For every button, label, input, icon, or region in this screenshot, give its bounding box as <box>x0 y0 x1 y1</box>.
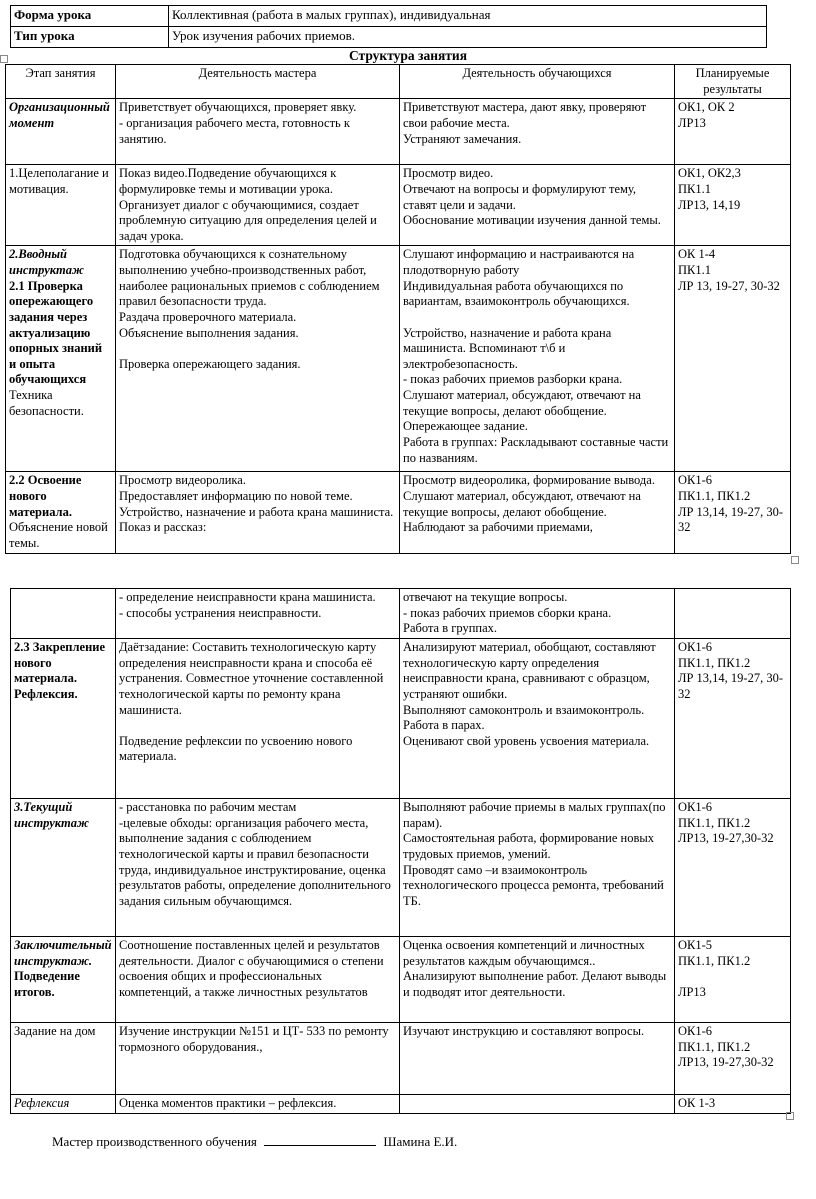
master-line: Просмотр видеоролика. <box>119 473 246 488</box>
master-line: -целевые обходы: организация рабочего места, выполнение задания с соблюдением технологической карты и правил безопасности труда, индивидуальное инструктирование, оценка результатов работы, определение дополнительного задания сильным обучающимся. <box>119 815 391 908</box>
signature-name: Шамина Е.И. <box>383 1134 458 1149</box>
results-line: ЛР13 <box>678 984 706 999</box>
master-line: Показ и рассказ: <box>119 520 207 535</box>
results-line: ОК1-6 <box>678 800 713 814</box>
stage-text: Объяснение новой темы. <box>9 520 108 550</box>
results-line: ЛР13, 14,19 <box>678 197 741 212</box>
form-value: Коллективная (работа в малых группах), индивидуальная <box>169 6 767 27</box>
results-line: ПК1.1, ПК1.2 <box>678 489 751 503</box>
table-row <box>11 639 791 799</box>
results-line <box>678 969 787 985</box>
results-cell <box>675 1095 791 1114</box>
master-line <box>119 718 396 734</box>
table-row <box>6 246 791 472</box>
results-line: ПК1.1, ПК1.2 <box>678 655 751 670</box>
students-line: Устройство, назначение и работа крана машиниста. Вспоминают т\б и электробезопасность. <box>403 325 612 371</box>
master-line: Предоставляет информацию по новой теме. <box>119 489 353 503</box>
students-line: Изучают инструкцию и составляют вопросы. <box>403 1024 645 1038</box>
results-line: ЛР 13,14, 19-27, 30-32 <box>678 671 784 701</box>
stage-cell <box>6 472 116 553</box>
students-line: Слушают материал, обсуждают, отвечают на текущие вопросы, делают обобщение. <box>403 388 641 418</box>
students-line: Приветствуют мастера, дают явку, проверяют свои рабочие места. <box>403 100 647 130</box>
stage-cell <box>11 799 116 937</box>
master-cell <box>116 165 400 246</box>
stage-cell <box>6 99 116 165</box>
master-line: Даётзадание: Составить технологическую карту определения неисправности крана и способа её устранения. Совместное уточнение составленной технологической карты по ремонту крана машиниста. <box>119 640 384 717</box>
master-line: Показ видео.Подведение обучающихся к формулировке темы и мотивации урока. Организует диалог с обучающимися, создает проблемную ситуацию для определения целей и задач урока. <box>119 166 377 243</box>
table-row <box>11 937 791 1023</box>
students-line: - показ рабочих приемов сборки крана. <box>403 605 612 620</box>
students-line: Работа в группах: Раскладывают составные части по названиям. <box>403 434 669 465</box>
results-line: ОК 1-3 <box>678 1096 716 1110</box>
students-line: Работа в группах. <box>403 621 498 636</box>
students-cell <box>400 99 675 165</box>
master-line: Приветствует обучающихся, проверяет явку. <box>119 100 357 115</box>
type-value: Урок изучения рабочих приемов. <box>169 27 767 48</box>
stage-text: Рефлексия <box>14 1096 70 1110</box>
stage-text: 2.3 Закрепление нового материала. Рефлексия. <box>14 640 106 701</box>
table-row <box>11 589 791 639</box>
students-line: Слушают информацию и настраиваются на плодотворную работу <box>403 247 635 277</box>
students-line: Индивидуальная работа обучающихся по вариантам, взаимоконтроль обучающихся. <box>403 278 630 309</box>
header-students: Деятельность обучающихся <box>400 65 675 99</box>
master-line: - расстановка по рабочим местам <box>119 800 297 814</box>
stage-text: Техника безопасности. <box>9 388 84 418</box>
results-line: ЛР13 <box>678 115 706 130</box>
results-line: ОК1-6 <box>678 1024 713 1038</box>
results-line: ОК1, ОК 2 <box>678 100 735 115</box>
students-line: Выполняют самоконтроль и взаимоконтроль. Работа в парах. <box>403 702 645 733</box>
students-line: Анализируют материал, обобщают, составляют технологическую карту определения неисправности крана, сравнивают с образцом, устраняют ошибки. <box>403 640 656 701</box>
stage-cell <box>6 246 116 472</box>
stage-text: 3.Текущий инструктаж <box>14 800 89 830</box>
students-line: Опережающее задание. <box>403 419 528 434</box>
results-cell <box>675 639 791 799</box>
master-cell <box>116 937 400 1023</box>
results-cell <box>675 99 791 165</box>
master-cell <box>116 639 400 799</box>
stage-cell <box>11 1023 116 1095</box>
results-line: ЛР 13,14, 19-27, 30-32 <box>678 504 784 535</box>
results-cell <box>675 937 791 1023</box>
header-master: Деятельность мастера <box>116 65 400 99</box>
table-row <box>6 165 791 246</box>
master-line: Соотношение поставленных целей и результатов деятельности. Диалог с обучающимися о степени освоения общих и профессиональных компетенций, а также личностных результатов <box>119 938 384 999</box>
results-line: ОК1-6 <box>678 640 713 654</box>
stage-text: Задание на дом <box>14 1024 96 1038</box>
results-cell <box>675 165 791 246</box>
results-cell <box>675 246 791 472</box>
master-line: Устройство, назначение и работа крана машиниста. <box>119 504 394 519</box>
students-line: Просмотр видеоролика, формирование вывода. Слушают материал, обсуждают, отвечают на текущие вопросы, делают обобщение. <box>403 473 655 519</box>
table-move-handle-icon[interactable] <box>0 55 8 63</box>
stage-cell <box>6 165 116 246</box>
results-cell <box>675 799 791 937</box>
results-line: ПК1.1, ПК1.2 <box>678 1039 751 1054</box>
students-cell <box>400 246 675 472</box>
table-row <box>11 1095 791 1114</box>
table-row <box>11 1023 791 1095</box>
master-line: Подготовка обучающихся к сознательному выполнению учебно-производственных работ, наиболее рациональных приемов с соблюдением правил безопасности труда. <box>119 247 380 309</box>
students-line: Оценивают свой уровень усвоения материала. <box>403 733 650 748</box>
results-line: ПК1.1, ПК1.2 <box>678 815 751 830</box>
results-cell <box>675 589 791 639</box>
students-line: Оценка освоения компетенций и личностных результатов каждым обучающимся.. <box>403 938 645 968</box>
master-cell <box>116 472 400 553</box>
master-line: Объяснение выполнения задания. <box>119 325 299 340</box>
table-resize-handle-icon[interactable] <box>786 1112 794 1120</box>
stage-cell <box>11 937 116 1023</box>
students-cell <box>400 1095 675 1114</box>
stage-cell <box>11 1095 116 1114</box>
table-row <box>6 99 791 165</box>
structure-table-part2 <box>10 588 791 1114</box>
master-line: Подведение рефлексии по усвоению нового материала. <box>119 733 353 764</box>
students-line: Самостоятельная работа, формирование новых трудовых приемов, умений. <box>403 831 655 861</box>
students-line: Просмотр видео. <box>403 166 494 181</box>
master-line: - определение неисправности крана машиниста. <box>119 590 376 604</box>
students-line: Устраняют замечания. <box>403 131 522 146</box>
results-line: ПК1.1 <box>678 181 711 196</box>
master-line: Изучение инструкции №151 и ЦТ- 533 по ремонту тормозного оборудования., <box>119 1024 389 1054</box>
table-row <box>11 799 791 937</box>
students-cell <box>400 639 675 799</box>
header-stage: Этап занятия <box>6 65 116 99</box>
results-line: ОК 1-4 <box>678 247 716 262</box>
students-cell <box>400 165 675 246</box>
master-cell <box>116 1095 400 1114</box>
stage-text: 1.Целеполагание и мотивация. <box>9 166 109 196</box>
signature-line <box>52 1133 457 1150</box>
students-cell <box>400 472 675 553</box>
master-cell <box>116 1023 400 1095</box>
master-line: Оценка моментов практики – рефлексия. <box>119 1096 337 1110</box>
stage-text: Подведение итогов. <box>14 969 80 999</box>
header-row <box>6 65 791 99</box>
master-cell <box>116 99 400 165</box>
stage-cell <box>11 639 116 799</box>
students-line <box>403 310 671 326</box>
form-label: Форма урока <box>11 6 169 27</box>
results-line: ПК1.1 <box>678 263 711 277</box>
lesson-info-table <box>10 5 767 48</box>
students-cell <box>400 589 675 639</box>
results-line: ПК1.1, ПК1.2 <box>678 953 751 968</box>
header-results: Планируемые результаты <box>675 65 791 99</box>
results-line: ОК1-5 <box>678 938 713 952</box>
students-line: - показ рабочих приемов разборки крана. <box>403 372 623 387</box>
stage-text: Заключительный инструктаж. <box>14 938 112 968</box>
students-cell <box>400 799 675 937</box>
master-line <box>119 341 396 357</box>
master-line: Проверка опережающего задания. <box>119 356 301 371</box>
results-line: ОК1, ОК2,3 <box>678 166 741 181</box>
structure-table-part1 <box>5 64 791 554</box>
results-line: ЛР13, 19-27,30-32 <box>678 831 774 846</box>
master-line: Раздача проверочного материала. <box>119 309 297 324</box>
students-line: Проводят само –и взаимоконтроль технологического процесса ремонта, требований ТБ. <box>403 862 664 908</box>
results-line: ЛР13, 19-27,30-32 <box>678 1055 774 1070</box>
type-label: Тип урока <box>11 27 169 48</box>
results-cell <box>675 1023 791 1095</box>
master-cell <box>116 246 400 472</box>
students-line: Наблюдают за рабочими приемами, <box>403 520 593 535</box>
signature-label: Мастер производственного обучения <box>52 1134 257 1149</box>
master-line: - организация рабочего места, готовность к занятию. <box>119 115 350 146</box>
stage-text: 2.1 Проверка опережающего задания через актуализацию опорных знаний и опыта обучающихся <box>9 278 103 387</box>
master-cell <box>116 799 400 937</box>
results-line: ЛР 13, 19-27, 30-32 <box>678 278 780 293</box>
students-line: Отвечают на вопросы и формулируют тему, ставят цели и задачи. <box>403 181 637 212</box>
stage-text: 2.2 Освоение нового материала. <box>9 473 82 519</box>
page-title: Структура занятия <box>348 48 468 63</box>
table-resize-handle-icon[interactable] <box>791 556 799 564</box>
master-cell <box>116 589 400 639</box>
students-cell <box>400 937 675 1023</box>
students-line: Обоснование мотивации изучения данной темы. <box>403 213 661 228</box>
table-row <box>6 472 791 553</box>
signature-blank <box>264 1133 376 1146</box>
students-line: Анализируют выполнение работ. Делают выводы и подводят итог деятельности. <box>403 969 667 999</box>
stage-cell <box>11 589 116 639</box>
stage-text: Организационный момент <box>9 100 110 130</box>
students-line: Выполняют рабочие приемы в малых группах(по парам). <box>403 800 666 830</box>
stage-text: 2.Вводный инструктаж <box>9 247 84 277</box>
results-line: ОК1-6 <box>678 473 713 488</box>
students-line: отвечают на текущие вопросы. <box>403 590 568 604</box>
results-cell <box>675 472 791 553</box>
master-line: - способы устранения неисправности. <box>119 605 322 620</box>
students-cell <box>400 1023 675 1095</box>
